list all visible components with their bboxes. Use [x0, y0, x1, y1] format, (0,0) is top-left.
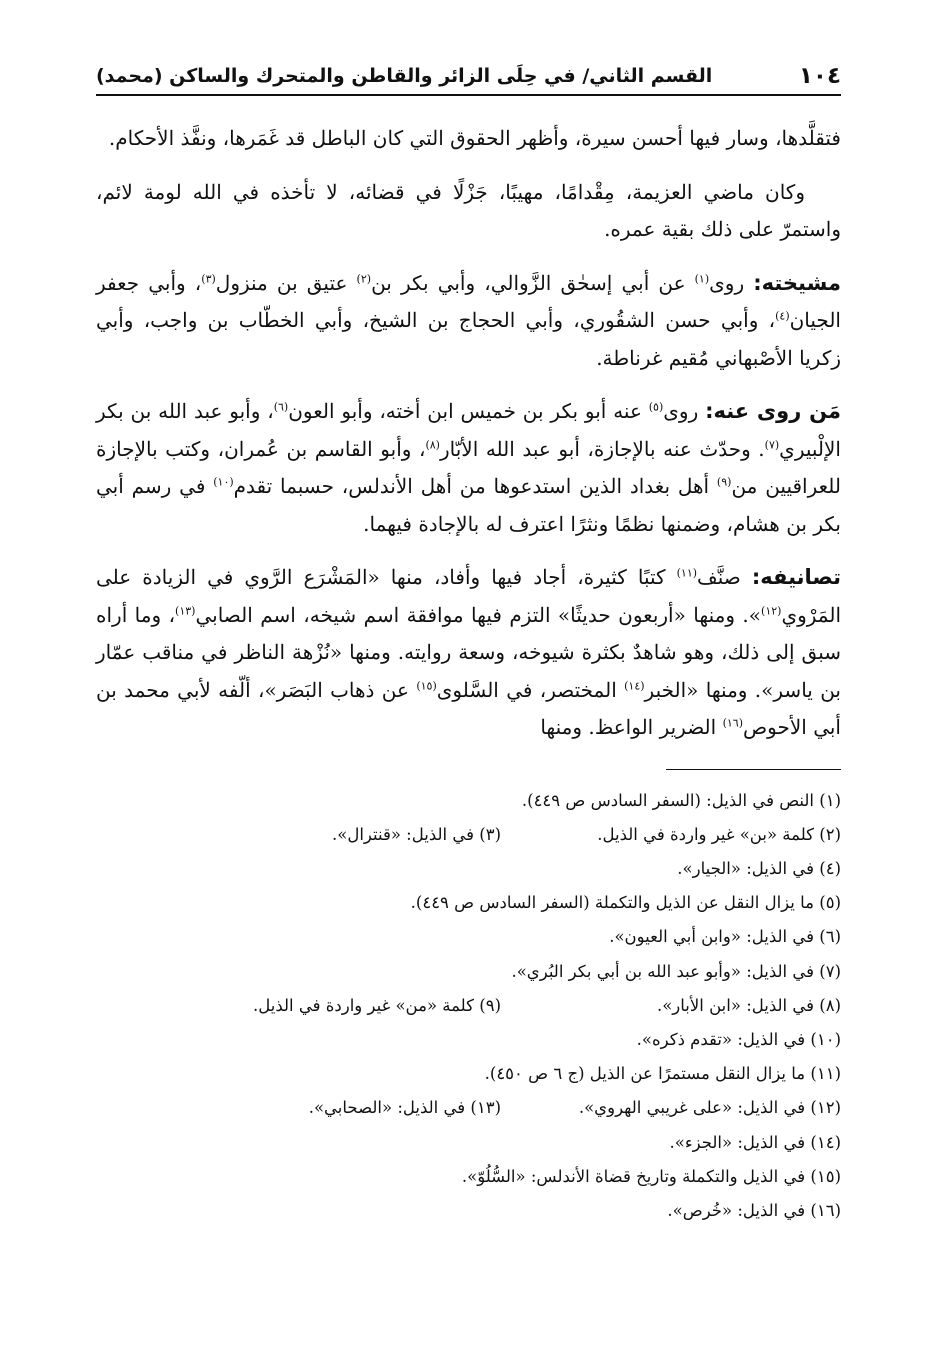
footnote: (٧) في الذيل: «وأبو عبد الله بن أبي بكر البُري». — [511, 961, 841, 981]
footnote-marker[interactable]: (١٠) — [213, 475, 234, 489]
paragraph-tasanif — [96, 559, 841, 747]
text-run: الضرير الواعظ. ومنها — [540, 715, 723, 739]
text-run: ، وأبو القاسم بن عُمران، وكتب بالإجازة للعراقيين من — [96, 436, 842, 498]
footnote-marker[interactable]: (٣) — [201, 271, 216, 285]
footnote: (١) النص في الذيل: (السفر السادس ص ٤٤٩). — [521, 790, 841, 810]
footnote: (٢) كلمة «بن» غير واردة في الذيل. — [597, 824, 841, 844]
text-run: صنَّف — [697, 565, 752, 589]
text-run: عن أبي إسحٰق الزَّوالي، وأبي بكر بن — [371, 270, 695, 295]
footnote-marker[interactable]: (٧) — [764, 437, 780, 451]
footnotes — [96, 784, 841, 1229]
footnote-marker[interactable]: (١١) — [676, 566, 698, 580]
footnote: (٣) في الذيل: «قنترال». — [331, 824, 501, 844]
text-run: عنه أبو بكر بن خميس ابن أخته، وأبو العون — [288, 399, 649, 423]
footnote-row — [96, 989, 841, 1023]
footnote-marker[interactable]: (٤) — [775, 309, 790, 323]
text-run: ، وأبي جعفر الجيان — [96, 270, 841, 332]
footnote: (٦) في الذيل: «وابن أبي العيون». — [609, 927, 841, 947]
section-heading: مَن روى عنه: — [705, 399, 841, 423]
text-run: عن ذهاب البَصَر»، ألّفه لأبي محمد بن أبي الأحوص — [96, 677, 841, 739]
header-rule — [96, 94, 841, 96]
text-run: ، وأبي حسن الشقُوري، وأبي الحجاج بن الشيخ، وأبي الخطّاب بن واجب، وأبي زكريا الأصْبهاني مُقيم غرناطة. — [96, 308, 841, 370]
text-run: روى — [663, 399, 706, 423]
footnote: (١٣) في الذيل: «الصحابي». — [308, 1098, 501, 1118]
footnote: (١١) ما يزال النقل مستمرًا عن الذيل (ج ٦ ص ٤٥٠). — [484, 1064, 841, 1084]
text-run: عتيق بن منزول — [215, 270, 357, 295]
footnote: (٤) في الذيل: «الجيار». — [677, 858, 841, 878]
main-text — [96, 120, 841, 747]
text-run: ، وما أراه سبق إلى ذلك، وهو شاهدٌ بكثرة شيوخه، وسعة روايته. ومنها «نُزْهة الناظر في مناقب عمّار بن ياسر». ومنها «الخبر — [96, 602, 841, 702]
text-run: في رسم أبي بكر بن هشام، وضمنها نظمًا ونثرًا اعترف له بالإجادة فيهما. — [96, 474, 841, 536]
footnote: (١٥) في الذيل والتكملة وتاريخ قضاة الأندلس: «السُّلُوّ». — [461, 1166, 841, 1186]
footnote: (٨) في الذيل: «ابن الأبار». — [656, 995, 841, 1015]
footnote: (١٦) في الذيل: «خُرص». — [667, 1200, 841, 1220]
text-run: روى — [709, 270, 754, 295]
text-run: كتبًا كثيرة، أجاد فيها وأفاد، منها «المَشْرَع الرَّوي في الزيادة على المَرْوي — [96, 565, 841, 627]
footnote-marker[interactable]: (١٤) — [624, 678, 645, 692]
footnote: (١٤) في الذيل: «الجزء». — [669, 1132, 841, 1152]
text-run: أهل بغداد الذين استدعوها من أهل الأندلس، حسبما تقدم — [233, 474, 717, 498]
footnote: (١٢) في الذيل: «على غريبي الهروي». — [578, 1098, 841, 1118]
running-title: القسم الثاني/ في حِلَى الزائر والقاطن والمتحرك والساكن (محمد) — [96, 65, 713, 87]
section-heading: مشيخته: — [753, 270, 842, 295]
footnote-marker[interactable]: (١٥) — [416, 678, 437, 692]
footnote-row — [96, 818, 841, 852]
page-header — [96, 62, 841, 90]
footnote-marker[interactable]: (١٢) — [761, 603, 782, 617]
paragraph: فتقلَّدها، وسار فيها أحسن سيرة، وأظهر الحقوق التي كان الباطل قد غَمَرها، ونفَّذ الأحكام. — [108, 126, 841, 150]
footnote-separator — [666, 769, 841, 770]
footnote-marker[interactable]: (١) — [694, 271, 710, 285]
footnote-marker[interactable]: (٨) — [425, 437, 440, 451]
page-number: ١٠٤ — [798, 63, 841, 89]
section-heading: تصانيفه: — [751, 565, 841, 589]
book-page — [96, 62, 841, 1352]
footnote-marker[interactable]: (٢) — [356, 271, 372, 285]
footnote-marker[interactable]: (١٦) — [722, 716, 743, 730]
text-run: المختصر، في السَّلوى — [436, 677, 625, 702]
text-run: ، وأبو عبد الله بن بكر الإلْبيري — [96, 399, 841, 461]
footnote-marker[interactable]: (٩) — [716, 475, 732, 489]
footnote-marker[interactable]: (١٣) — [175, 603, 196, 617]
text-run: . وحدّث عنه بالإجازة، أبو عبد الله الأبّار — [439, 436, 765, 461]
footnote: (٥) ما يزال النقل عن الذيل والتكملة (السفر السادس ص ٤٤٩). — [410, 893, 841, 913]
text-run: ». ومنها «أربعون حديثًا» التزم فيها موافقة اسم شيخه، اسم الصابي — [195, 602, 762, 627]
footnote-marker[interactable]: (٦) — [273, 400, 289, 414]
footnote-marker[interactable]: (٥) — [648, 400, 664, 414]
footnote: (٩) كلمة «من» غير واردة في الذيل. — [253, 995, 501, 1015]
footnote: (١٠) في الذيل: «تقدم ذكره». — [636, 1029, 841, 1049]
paragraph: وكان ماضي العزيمة، مِقْدامًا، مهيبًا، جَزْلًا في قضائه، لا تأخذه في الله لومة لائم، واستمرّ على ذلك بقية عمره. — [96, 179, 841, 241]
paragraph-man-rawa — [96, 393, 841, 543]
paragraph-mashyakha — [96, 265, 841, 378]
footnote-row — [96, 1091, 841, 1125]
